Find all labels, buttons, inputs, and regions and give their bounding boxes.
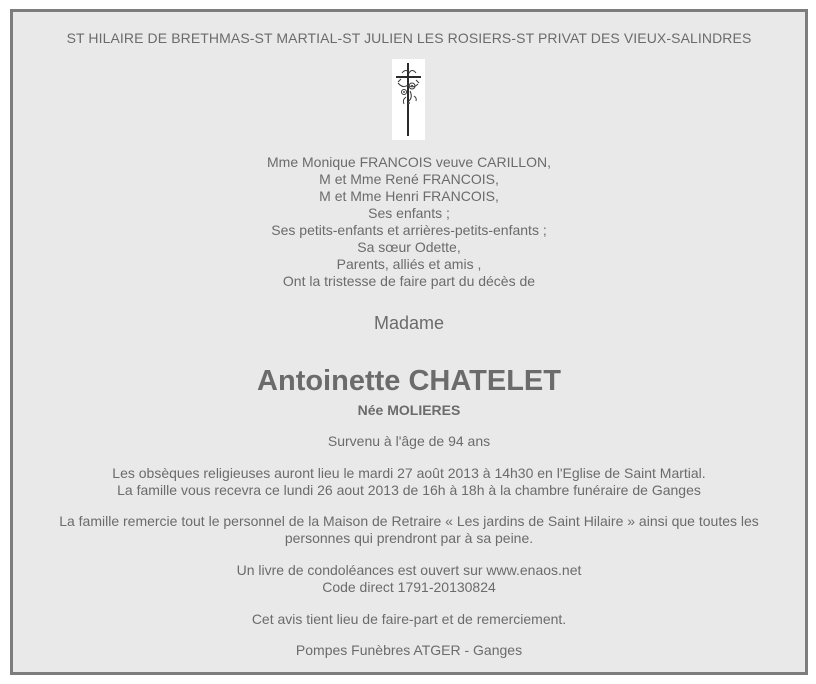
maiden-name: Née MOLIERES: [357, 402, 461, 418]
family-line: Sa sœur Odette,: [357, 239, 461, 255]
header-places: ST HILAIRE DE BRETHMAS-ST MARTIAL-ST JULIEN LES ROSIERS-ST PRIVAT DES VIEUX-SALINDRES: [66, 30, 752, 46]
funeral-line: Les obsèques religieuses auront lieu le mardi 27 août 2013 à 14h30 en l'Eglise de Saint Martial.: [112, 465, 706, 481]
obituary-card: [10, 9, 808, 675]
thanks-line-1: La famille remercie tout le personnel de la Maison de Retraire « Les jardins de Saint Hilaire » ainsi que toutes les: [59, 513, 759, 529]
condolences-line-1: Un livre de condoléances est ouvert sur www.enaos.net: [236, 562, 582, 578]
age-line: Survenu à l'âge de 94 ans: [327, 433, 491, 449]
cross-with-flowers-icon: [392, 59, 425, 140]
funeral-home: Pompes Funèbres ATGER - Ganges: [295, 642, 523, 658]
thanks-line-2: personnes qui prendront par à sa peine.: [284, 530, 534, 546]
family-line: Mme Monique FRANCOIS veuve CARILLON,: [267, 154, 551, 170]
family-line: Ont la tristesse de faire part du décès de: [282, 273, 536, 289]
deceased-name: Antoinette CHATELET: [257, 365, 561, 397]
notice-line: Cet avis tient lieu de faire-part et de remerciement.: [251, 611, 567, 627]
family-line: Ses enfants ;: [368, 205, 450, 221]
family-line: Ses petits-enfants et arrières-petits-enfants ;: [271, 222, 547, 238]
deceased-title: Madame: [373, 313, 445, 333]
family-line: Parents, alliés et amis ,: [336, 256, 482, 272]
family-list: [13, 154, 805, 290]
visitation-line: La famille vous recevra ce lundi 26 aout 2013 de 16h à 18h à la chambre funéraire de Ganges: [117, 482, 701, 498]
family-line: M et Mme Henri FRANCOIS,: [319, 188, 499, 204]
family-line: M et Mme René FRANCOIS,: [319, 171, 499, 187]
condolences-line-2: Code direct 1791-20130824: [322, 579, 496, 595]
